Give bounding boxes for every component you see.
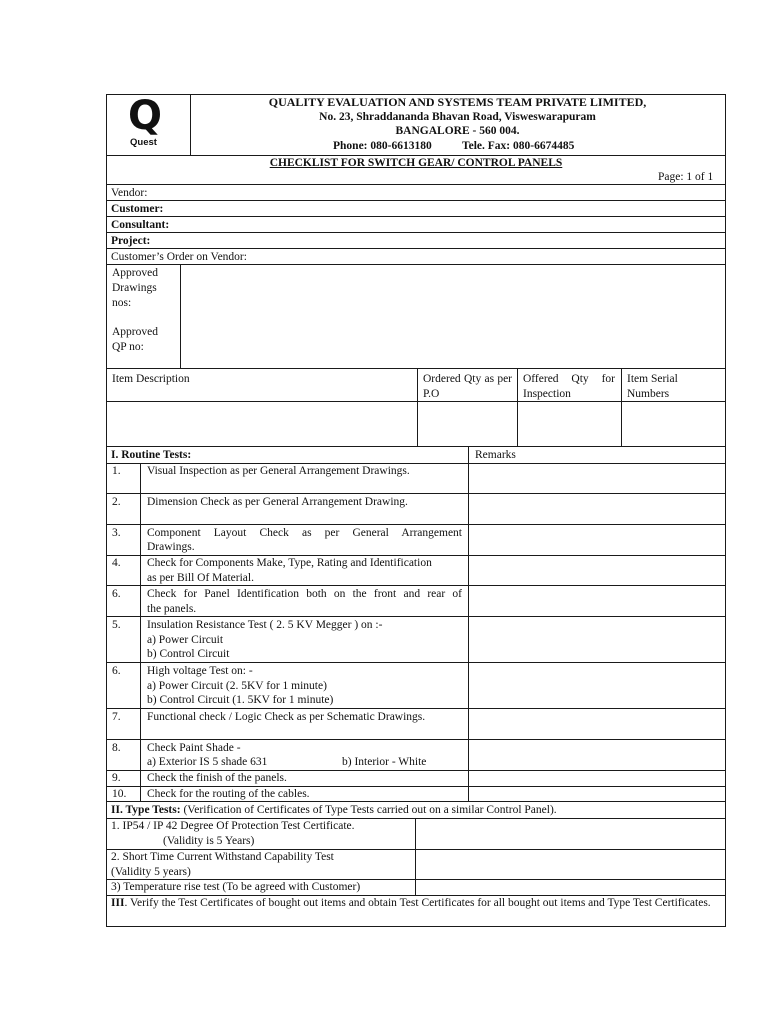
item-description-header: Item Description	[112, 373, 190, 385]
routine-row-text: as per Bill Of Material.	[147, 572, 254, 584]
col-line	[517, 368, 518, 446]
row-line	[106, 585, 726, 586]
company-address: No. 23, Shraddananda Bhavan Road, Visweswarapuram	[319, 111, 596, 123]
row-line	[106, 524, 726, 525]
project-label: Project:	[111, 235, 151, 247]
row-line	[106, 401, 726, 402]
type-test-text: (Validity 5 years)	[111, 866, 191, 878]
row-line	[106, 216, 726, 217]
type-test-text: 1. IP54 / IP 42 Degree Of Protection Test Certificate.	[111, 820, 355, 832]
page-number: Page: 1 of 1	[658, 171, 714, 183]
routine-row-text: Check for Panel Identification both on the front and rear of	[147, 588, 462, 600]
routine-row-text: b) Interior - White	[342, 756, 427, 768]
col-line	[417, 368, 418, 446]
routine-row-number: 6.	[112, 665, 121, 677]
routine-row-number: 1.	[112, 465, 121, 477]
section-three-heading: III	[111, 897, 125, 909]
row-line	[106, 708, 726, 709]
routine-row-text: High voltage Test on: -	[147, 665, 253, 677]
type-tests-note: (Verification of Certificates of Type Tests carried out on a similar Control Panel).	[180, 804, 557, 816]
row-line	[106, 739, 726, 740]
company-name: QUALITY EVALUATION AND SYSTEMS TEAM PRIVATE LIMITED,	[268, 95, 647, 109]
routine-row-text: Functional check / Logic Check as per Schematic Drawings.	[147, 711, 426, 723]
section-three-body: . Verify the Test Certificates of bought out items and obtain Test Certificates for all bought out items and Type Test Certificates.	[124, 897, 711, 909]
type-tests-divider	[415, 818, 416, 895]
routine-row-text: the panels.	[147, 603, 197, 615]
consultant-label: Consultant:	[111, 219, 170, 231]
routine-row-text: Check for the routing of the cables.	[147, 788, 310, 800]
routine-row-text: a) Exterior IS 5 shade 631	[147, 756, 268, 768]
type-test-text: 2. Short Time Current Withstand Capability Test	[111, 851, 334, 863]
row-line	[106, 248, 726, 249]
row-line	[106, 616, 726, 617]
routine-row-number: 7.	[112, 711, 121, 723]
routine-tests-heading: I. Routine Tests:	[111, 449, 192, 461]
checklist-title: CHECKLIST FOR SWITCH GEAR/ CONTROL PANELS	[269, 157, 563, 169]
routine-row-number: 10.	[112, 788, 127, 800]
routine-row-text: Drawings.	[147, 541, 195, 553]
routine-row-number: 9.	[112, 772, 121, 784]
row-line	[106, 200, 726, 201]
row-line	[106, 184, 726, 185]
routine-row-text: a) Power Circuit	[147, 634, 224, 646]
vendor-label: Vendor:	[111, 187, 148, 199]
quest-logo-text: Quest	[130, 137, 157, 148]
item-serial-header: Item Serial Numbers	[627, 373, 678, 400]
remarks-header: Remarks	[475, 449, 516, 461]
row-line	[106, 446, 726, 447]
row-line	[106, 232, 726, 233]
routine-row-text: Check the finish of the panels.	[147, 772, 287, 784]
routine-row-number: 3.	[112, 527, 121, 539]
offered-qty-header: Offered Qty for Inspection	[523, 373, 615, 400]
company-phone: Phone: 080-6613180	[333, 140, 432, 152]
company-city: BANGALORE - 560 004.	[395, 125, 520, 137]
col-line	[621, 368, 622, 446]
routine-row-text: Check Paint Shade -	[147, 742, 241, 754]
routine-row-text: b) Control Circuit	[147, 648, 230, 660]
row-line	[106, 662, 726, 663]
routine-row-number: 6.	[112, 588, 121, 600]
row-line	[106, 264, 726, 265]
remarks-divider	[468, 446, 469, 801]
row-line	[106, 493, 726, 494]
approved-divider	[180, 264, 181, 368]
routine-row-text: Visual Inspection as per General Arrangement Drawings.	[147, 465, 410, 477]
row-line	[106, 801, 726, 802]
routine-row-number: 2.	[112, 496, 121, 508]
order-label: Customer’s Order on Vendor:	[111, 251, 247, 263]
customer-label: Customer:	[111, 203, 164, 215]
ordered-qty-header: Ordered Qty as per P.O	[423, 373, 512, 400]
routine-row-number: 4.	[112, 557, 121, 569]
routine-row-number: 8.	[112, 742, 121, 754]
routine-row-text: Component Layout Check as per General Arrangement	[147, 527, 462, 539]
type-test-text: 3) Temperature rise test (To be agreed with Customer)	[111, 881, 361, 893]
quest-logo: Q	[128, 93, 163, 139]
type-tests-heading	[111, 803, 557, 817]
num-divider	[140, 463, 141, 801]
type-tests-title: II. Type Tests:	[111, 804, 181, 816]
routine-row-text: a) Power Circuit (2. 5KV for 1 minute)	[147, 680, 327, 692]
approved-drawings-label: Approved Drawings nos:	[112, 267, 158, 309]
approved-qp-label: Approved QP no:	[112, 326, 158, 353]
routine-row-text: Dimension Check as per General Arrangement Drawing.	[147, 496, 408, 508]
routine-row-number: 5.	[112, 619, 121, 631]
routine-row-text: Check for Components Make, Type, Rating and Identification	[147, 557, 432, 569]
type-test-text: (Validity is 5 Years)	[163, 835, 255, 847]
section-three-text	[111, 896, 720, 911]
company-fax: Tele. Fax: 080-6674485	[462, 140, 575, 152]
routine-row-text: Insulation Resistance Test ( 2. 5 KV Megger ) on :-	[147, 619, 383, 631]
row-line	[106, 368, 726, 369]
routine-row-text: b) Control Circuit (1. 5KV for 1 minute)	[147, 694, 334, 706]
